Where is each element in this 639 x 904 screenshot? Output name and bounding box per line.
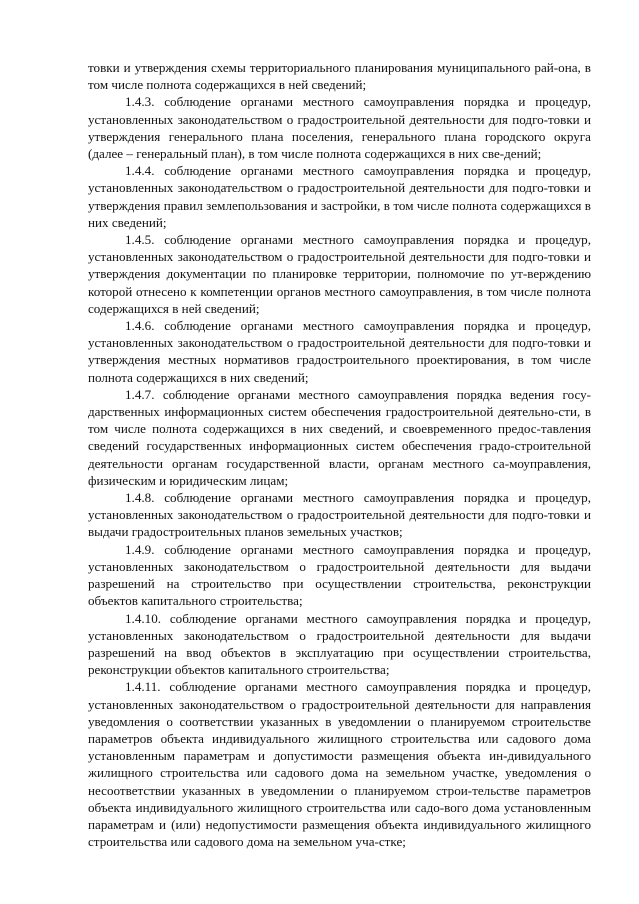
paragraph-1-4-10: 1.4.10. соблюдение органами местного самоуправления порядка и процедур, установленных законодательством о градостроительной деятельности для выдачи разрешений на ввод объектов в эксплуатацию при осуществлении строительства, реконструкции объектов капитального строительства; [88, 610, 591, 678]
paragraph-continuation: товки и утверждения схемы территориального планирования муниципального рай-она, в том числе полнота содержащихся в ней сведений; [88, 60, 591, 93]
paragraph-1-4-6: 1.4.6. соблюдение органами местного самоуправления порядка и процедур, установленных законодательством о градостроительной деятельности для подго-товки и утверждения местных нормативов градостроительного проектирования, в том числе полнота содержащихся в них сведений; [88, 318, 591, 385]
paragraph-1-4-11: 1.4.11. соблюдение органами местного самоуправления порядка и процедур, установленных законодательством о градостроительной деятельности для направления уведомления о соответствии указанных в уведомлении о планируемом строительстве параметров объекта индивидуального жилищного строительства или садового дома установленным параметрам и допустимости размещения объекта ин-дивидуального жилищного строительства или садового дома на земельном участке, уведомления о несоответствии указанных в уведомлении о планируемом строи-тельстве параметров объекта индивидуального жилищного строительства или садо-вого дома установленным параметрам и (или) недопустимости размещения объекта индивидуального жилищного строительства или садового дома на земельном уча-стке; [88, 679, 591, 850]
paragraph-1-4-7: 1.4.7. соблюдение органами местного самоуправления порядка ведения госу-дарственных информационных систем обеспечения градостроительной деятельно-сти, в том числе полнота содержащихся в них сведений, и своевременного предос-тавления сведений государственных информационных систем обеспечения градо-строительной деятельности органам государственной власти, органам местного са-моуправления, физическим и юридическим лицам; [88, 386, 591, 488]
paragraph-1-4-8: 1.4.8. соблюдение органами местного самоуправления порядка и процедур, установленных законодательством о градостроительной деятельности для подго-товки и выдачи градостроительных планов земельных участков; [88, 490, 591, 540]
paragraph-1-4-3: 1.4.3. соблюдение органами местного самоуправления порядка и процедур, установленных законодательством о градостроительной деятельности для подго-товки и утверждения генерального плана поселения, генерального плана городского округа (далее – генеральный план), в том числе полнота содержащихся в них све-дений; [88, 94, 591, 162]
paragraph-1-4-4: 1.4.4. соблюдение органами местного самоуправления порядка и процедур, установленных законодательством о градостроительной деятельности для подго-товки и утверждения правил землепользования и застройки, в том числе полнота содержащихся в них сведений; [88, 163, 591, 230]
paragraph-1-4-5: 1.4.5. соблюдение органами местного самоуправления порядка и процедур, установленных законодательством о градостроительной деятельности для подго-товки и утверждения документации по планировке территории, полномочие по ут-верждению которой отнесено к компетенции органов местного самоуправления, в том числе полнота содержащихся в ней сведений; [88, 232, 591, 316]
paragraph-1-4-9: 1.4.9. соблюдение органами местного самоуправления порядка и процедур, установленных законодательством о градостроительной деятельности для выдачи разрешений на строительство при осуществлении строительства, реконструкции объектов капитального строительства; [88, 541, 591, 609]
document-body [88, 59, 591, 850]
